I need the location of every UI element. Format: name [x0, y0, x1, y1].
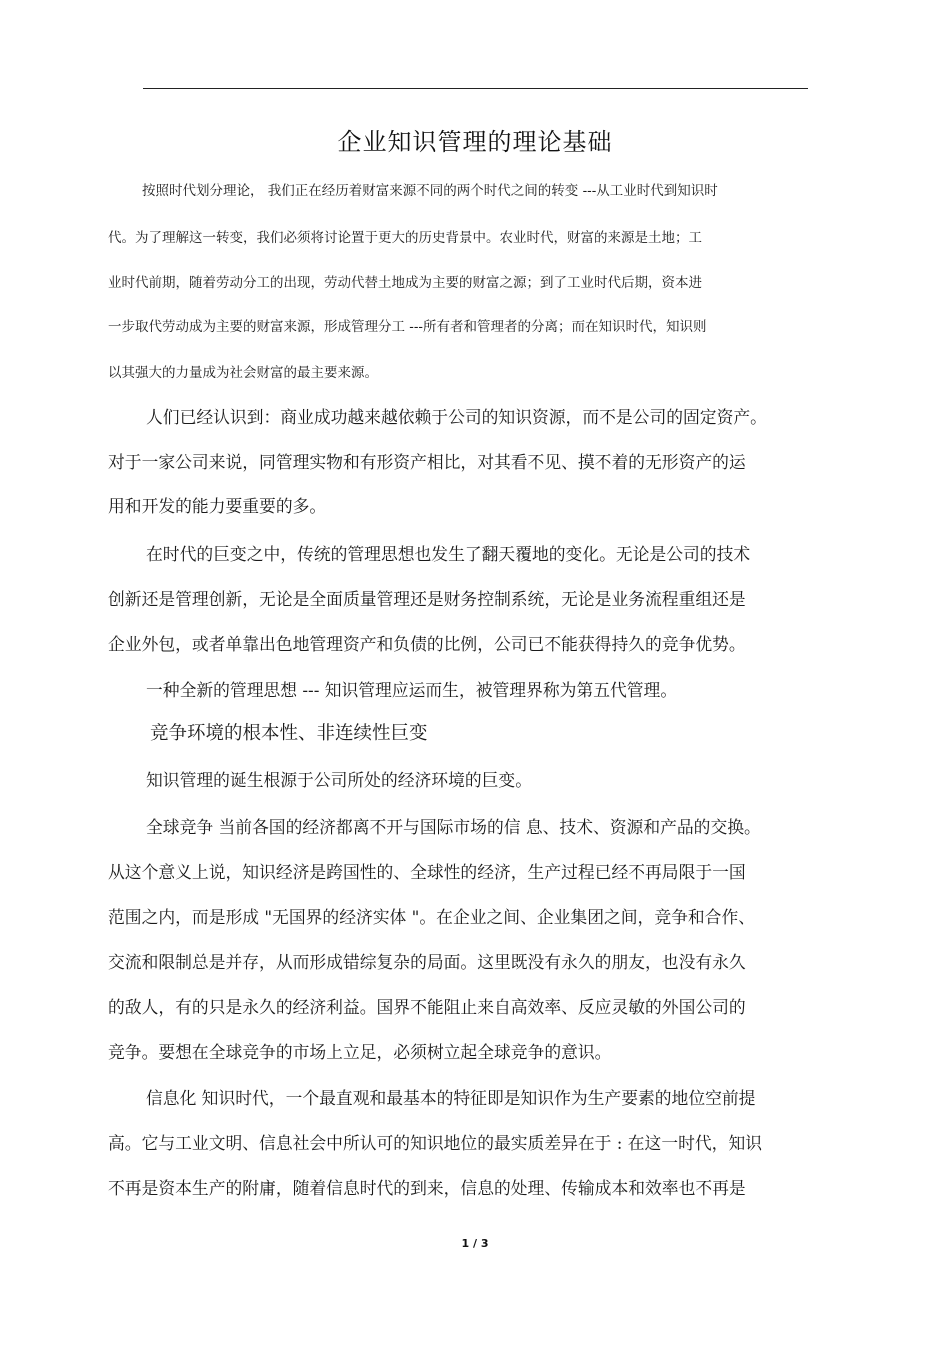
paragraph-line: 代。为了理解这一转变，我们必须将讨论置于更大的历史背景中。农业时代，财富的来源是土地；工	[108, 230, 702, 246]
paragraph-line: 用和开发的能力要重要的多。	[108, 496, 327, 516]
paragraph-line: 一步取代劳动成为主要的财富来源，形成管理分工 ---所有者和管理者的分离；而在知识时代，知识则	[108, 319, 707, 335]
paragraph-line: 在时代的巨变之中，传统的管理思想也发生了翻天覆地的变化。无论是公司的技术	[146, 544, 751, 564]
paragraph-line: 一种全新的管理思想 --- 知识管理应运而生，被管理界称为第五代管理。	[146, 680, 678, 700]
paragraph-line: 不再是资本生产的附庸，随着信息时代的到来，信息的处理、传输成本和效率也不再是	[108, 1178, 746, 1198]
paragraph-line: 信息化 知识时代，一个最直观和最基本的特征即是知识作为生产要素的地位空前提	[146, 1088, 756, 1108]
paragraph-line: 人们已经认识到：商业成功越来越依赖于公司的知识资源，而不是公司的固定资产。	[146, 407, 767, 427]
paragraph-line: 从这个意义上说，知识经济是跨国性的、全球性的经济，生产过程已经不再局限于一国	[108, 862, 746, 882]
page-number: 1 / 3	[461, 1237, 489, 1250]
paragraph-line: 对于一家公司来说，同管理实物和有形资产相比，对其看不见、摸不着的无形资产的运	[108, 452, 746, 472]
paragraph-line: 范围之内，而是形成 "无国界的经济实体 "。在企业之间、企业集团之间，竞争和合作、	[108, 907, 756, 927]
paragraph-line: 按照时代划分理论， 我们正在经历着财富来源不同的两个时代之间的转变 ---从工业时代到知识时	[142, 183, 718, 199]
paragraph-line: 竞争。要想在全球竞争的市场上立足，必须树立起全球竞争的意识。	[108, 1042, 612, 1062]
paragraph-line: 全球竞争 当前各国的经济都离不开与国际市场的信 息、技术、资源和产品的交换。	[146, 817, 761, 837]
paragraph-line: 业时代前期，随着劳动分工的出现，劳动代替土地成为主要的财富之源；到了工业时代后期，资本进	[108, 275, 702, 291]
header-rule	[143, 88, 808, 89]
paragraph-line: 创新还是管理创新，无论是全面质量管理还是财务控制系统，无论是业务流程重组还是	[108, 589, 746, 609]
paragraph-line: 以其强大的力量成为社会财富的最主要来源。	[108, 365, 378, 381]
paragraph-line: 企业外包，或者单靠出色地管理资产和负债的比例，公司已不能获得持久的竞争优势。	[108, 634, 746, 654]
document-title: 企业知识管理的理论基础	[337, 128, 613, 156]
section-heading: 竞争环境的根本性、非连续性巨变	[150, 723, 428, 744]
paragraph-line: 交流和限制总是并存，从而形成错综复杂的局面。这里既没有永久的朋友，也没有永久	[108, 952, 746, 972]
paragraph-line: 高。它与工业文明、信息社会中所认可的知识地位的最实质差异在于 : 在这一时代，知识	[108, 1133, 763, 1153]
paragraph-line: 知识管理的诞生根源于公司所处的经济环境的巨变。	[146, 770, 532, 790]
paragraph-line: 的敌人，有的只是永久的经济利益。国界不能阻止来自高效率、反应灵敏的外国公司的	[108, 997, 746, 1017]
